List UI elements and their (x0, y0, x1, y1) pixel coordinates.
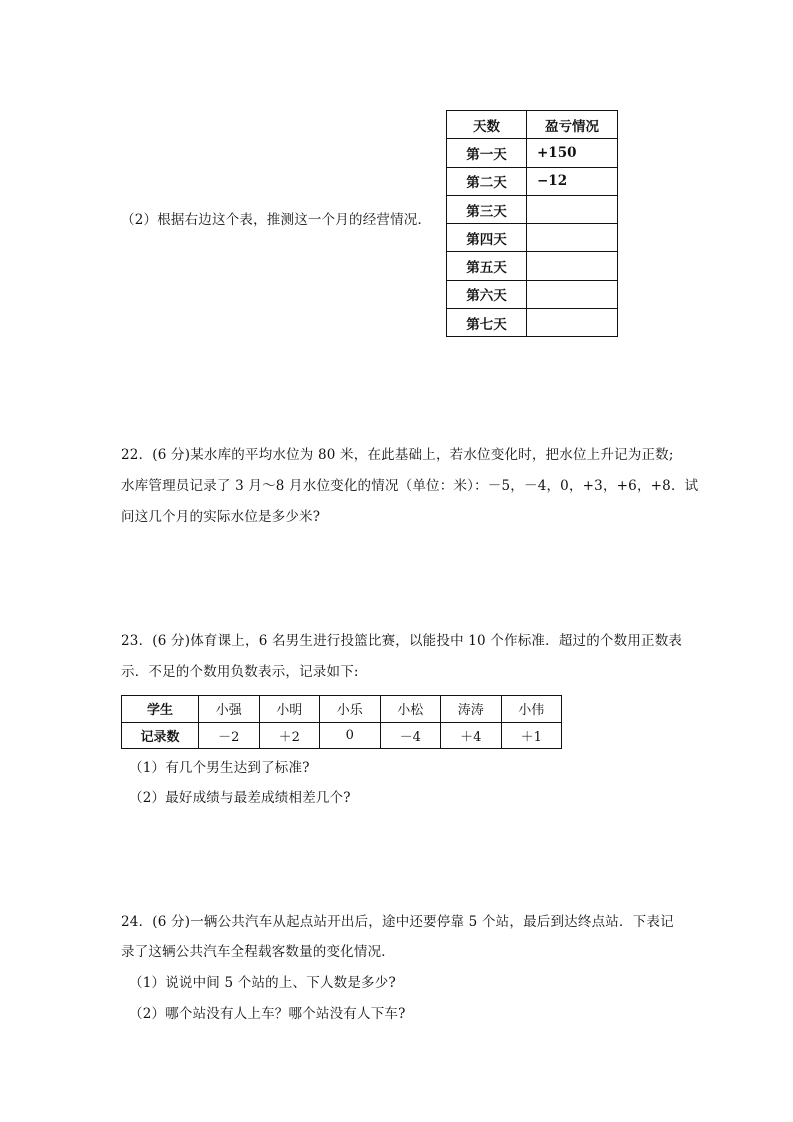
student-name-cell: 小松 (380, 696, 441, 723)
record-cell: ＋1 (501, 722, 562, 749)
q23-line-2: 示．不足的个数用负数表示，记录如下: (121, 664, 359, 680)
q24-sub-2: （2）哪个站没有人上车？哪个站没有人下车? (129, 1006, 406, 1022)
day-cell: 第七天 (447, 309, 527, 337)
q24-line-2: 录了这辆公共汽车全程载客数量的变化情况． (121, 944, 395, 960)
day-cell: 第五天 (447, 252, 527, 280)
value-cell (527, 309, 618, 337)
header-days: 天数 (447, 111, 527, 139)
header-profit-loss: 盈亏情况 (527, 111, 618, 139)
q22-line-2: 水库管理员记录了 3 月～8 月水位变化的情况（单位：米）：－5，－4，0，+3，+6，+8．试 (121, 478, 699, 494)
q23-line-1: 23．(6 分)体育课上，6 名男生进行投篮比赛，以能投中 10 个作标准．超过的个数用正数表 (121, 633, 683, 649)
table-row (447, 195, 618, 223)
student-row (122, 696, 562, 723)
q21-part2-text: （2）根据右边这个表，推测这一个月的经营情况． (121, 212, 432, 228)
value-cell (527, 280, 618, 308)
table-row (447, 252, 618, 280)
table-row (447, 280, 618, 308)
record-cell: －2 (199, 722, 260, 749)
value-cell (527, 195, 618, 223)
table-header-row (447, 111, 618, 139)
row-header-record: 记录数 (122, 722, 199, 749)
q22-line-1: 22．(6 分)某水库的平均水位为 80 米，在此基础上，若水位变化时，把水位上升记为正数; (121, 447, 674, 463)
day-cell: 第二天 (447, 167, 527, 195)
record-cell: ＋2 (259, 722, 320, 749)
value-cell (527, 252, 618, 280)
table-row (447, 139, 618, 167)
q24-sub-1: （1）说说中间 5 个站的上、下人数是多少? (129, 975, 396, 991)
student-name-cell: 小伟 (501, 696, 562, 723)
value-cell: +150 (527, 139, 618, 167)
student-name-cell: 小明 (259, 696, 320, 723)
table-row (447, 224, 618, 252)
q24-line-1: 24．(6 分)一辆公共汽车从起点站开出后，途中还要停靠 5 个站，最后到达终点站．下表记 (121, 914, 674, 930)
record-cell: －4 (380, 722, 441, 749)
basketball-record-table (121, 695, 562, 749)
profit-loss-table (446, 110, 618, 337)
table-row (447, 167, 618, 195)
student-name-cell: 小乐 (320, 696, 381, 723)
day-cell: 第一天 (447, 139, 527, 167)
q23-sub-2: （2）最好成绩与最差成绩相差几个? (129, 790, 351, 806)
day-cell: 第三天 (447, 195, 527, 223)
day-cell: 第六天 (447, 280, 527, 308)
day-cell: 第四天 (447, 224, 527, 252)
q23-sub-1: （1）有几个男生达到了标准? (129, 760, 310, 776)
table-row (447, 309, 618, 337)
record-cell: ＋4 (441, 722, 502, 749)
row-header-student: 学生 (122, 696, 199, 723)
record-row (122, 722, 562, 749)
value-cell: −12 (527, 167, 618, 195)
q22-line-3: 问这几个月的实际水位是多少米? (121, 509, 321, 525)
student-name-cell: 涛涛 (441, 696, 502, 723)
value-cell (527, 224, 618, 252)
student-name-cell: 小强 (199, 696, 260, 723)
record-cell: 0 (320, 722, 381, 749)
